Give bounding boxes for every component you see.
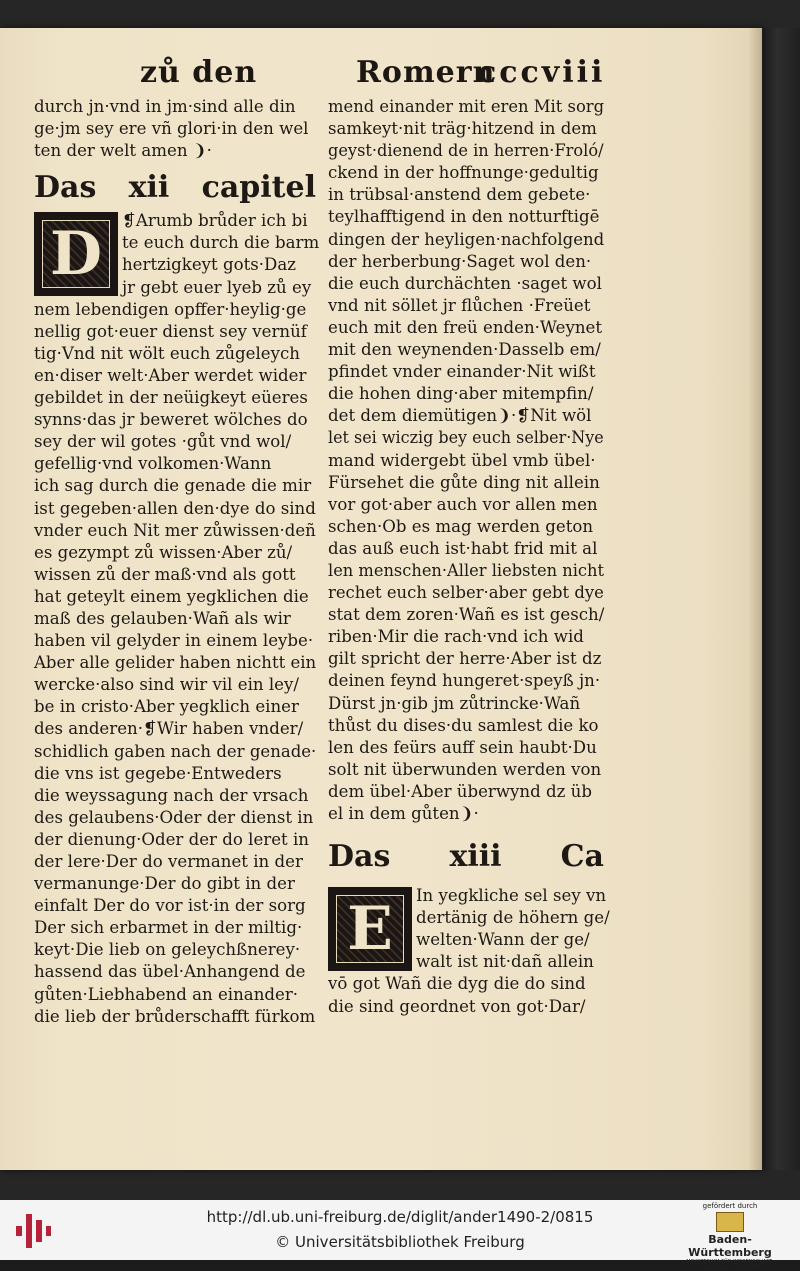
text-line: ckend in der hoffnunge·gedultig xyxy=(328,163,599,183)
text-line: nem lebendigen opffer·heylig·ge xyxy=(34,299,307,319)
text-line: riben·Mir die rach·vnd ich wid xyxy=(328,627,584,647)
viewer-footer xyxy=(0,1200,800,1271)
text-line: euch mit den freü enden·Weynet xyxy=(328,317,602,337)
decorated-initial xyxy=(328,887,412,971)
text-line: der dienung·Oder der do leret in xyxy=(34,829,309,849)
page-edge xyxy=(762,28,800,1170)
text-line: die sind geordnet von got·Dar/ xyxy=(328,996,586,1016)
text-line: vnd nit söllet jr flůchen ·Freüet xyxy=(328,295,591,315)
text-line: synns·das jr beweret wölches do xyxy=(34,410,308,430)
right-column-body xyxy=(328,973,604,1017)
text-line: welten·Wann der ge/ xyxy=(416,930,590,950)
text-line: gůten·Liebhabend an einander· xyxy=(34,984,299,1004)
heading-word: Das xyxy=(34,170,97,206)
running-head-left: zů den xyxy=(140,55,258,90)
text-line: vō got Wañ die dyg die do sind xyxy=(328,974,586,994)
text-line: ❡Arumb brůder ich bi xyxy=(122,211,308,231)
text-line: die lieb der brůderschafft fürkom xyxy=(34,1006,316,1026)
text-line: der herberbung·Saget wol den· xyxy=(328,251,592,271)
text-line: hertzigkeyt gots·Daz xyxy=(122,255,296,275)
text-line: let sei wiczig bey euch selber·Nye xyxy=(328,428,604,448)
text-line: Dürst jn·gib jm zůtrincke·Wañ xyxy=(328,693,581,713)
text-line: durch jn·vnd in jm·sind alle din xyxy=(34,97,296,116)
heading-number: xii xyxy=(128,170,170,206)
text-line: ge·jm sey ere vñ glori·in den wel xyxy=(34,119,309,139)
text-line: samkeyt·nit träg·hitzend in dem xyxy=(328,119,597,139)
chapter-heading-xii xyxy=(34,166,316,210)
text-line: jr gebt euer lyeb zů ey xyxy=(122,277,312,297)
text-line: len des feürs auff sein haubt·Du xyxy=(328,737,597,757)
text-line: es gezympt zů wissen·Aber zů/ xyxy=(34,542,293,562)
heading-word: capitel xyxy=(201,170,316,206)
chapter-heading-xiii xyxy=(328,835,604,879)
text-line: das auß euch ist·habt frid mit al xyxy=(328,538,598,558)
text-line: ist gegeben·allen den·dye do sind xyxy=(34,498,316,518)
left-column xyxy=(34,96,320,1028)
text-line: thůst du dises·du samlest die ko xyxy=(328,715,599,735)
sponsor-name: Baden-Württemberg xyxy=(688,1233,772,1259)
text-line: dingen der heyligen·nachfolgend xyxy=(328,229,605,249)
initial-paragraph xyxy=(34,210,320,298)
text-line: be in cristo·Aber yegklich einer xyxy=(34,697,299,717)
text-line: die vns ist gegebe·Entweders xyxy=(34,763,282,783)
text-line: el in dem gůten❩· xyxy=(328,804,479,823)
text-line: gebildet in der neüigkeyt eüeres xyxy=(34,388,308,408)
text-line: keyt·Die lieb on geleychßnerey· xyxy=(34,940,301,960)
text-line: sey der wil gotes ·gůt vnd wol/ xyxy=(34,432,292,452)
text-line: vnder euch Nit mer zůwissen·deñ xyxy=(34,520,316,540)
running-head-right: Romern xyxy=(356,55,496,90)
text-line: geyst·dienend de in herren·Froló/ xyxy=(328,141,604,161)
text-line: teylhafftigend in den notturftigē xyxy=(328,207,600,227)
text-line: tig·Vnd nit wölt euch zůgeleych xyxy=(34,343,300,363)
text-line: len menschen·Aller liebsten nicht xyxy=(328,560,604,580)
text-line: in trübsal·anstend dem gebete· xyxy=(328,185,591,205)
text-line: dem übel·Aber überwynd dz üb xyxy=(328,781,592,801)
text-line: der lere·Der do vermanet in der xyxy=(34,852,303,871)
text-line: mend einander mit eren Mit sorg xyxy=(328,97,605,116)
heading-number: xiii xyxy=(449,839,502,875)
text-line: gilt spricht der herre·Aber ist dz xyxy=(328,649,602,669)
text-line: ten der welt amen ❩· xyxy=(34,141,212,161)
text-line: hassend das übel·Anhangend de xyxy=(34,962,306,982)
initial-letter: D xyxy=(49,219,103,290)
right-column xyxy=(328,96,610,1018)
text-line: pfindet vnder einander·Nit wißt xyxy=(328,362,596,382)
text-line: nellig got·euer dienst sey vernüf xyxy=(34,321,307,341)
text-line: solt nit überwunden werden von xyxy=(328,759,602,779)
text-line: walt ist nit·dañ allein xyxy=(416,952,594,972)
initial-paragraph xyxy=(328,885,610,973)
left-column-body xyxy=(34,299,316,1028)
text-line: vermanunge·Der do gibt in der xyxy=(34,874,295,894)
text-line: schen·Ob es mag werden geton xyxy=(328,516,594,536)
text-line: gefellig·vnd volkomen·Wann xyxy=(34,454,272,474)
folio-number: cccviii xyxy=(478,55,606,90)
text-line: dertänig de höhern ge/ xyxy=(416,908,610,928)
text-line: vor got·aber auch vor allen men xyxy=(328,494,598,514)
text-line: mand widergebt übel vmb übel· xyxy=(328,450,596,470)
text-line: In yegkliche sel sey vn xyxy=(416,886,607,906)
heading-word: Das xyxy=(328,839,391,875)
sponsor-label: gefördert durch xyxy=(702,1202,758,1210)
text-line: rechet euch selber·aber gebt dye xyxy=(328,583,604,603)
text-line: ich sag durch die genade die mir xyxy=(34,476,312,496)
initial-letter: E xyxy=(347,894,393,965)
decorated-initial xyxy=(34,212,118,296)
text-line: Aber alle gelider haben nichtt ein xyxy=(34,653,317,673)
sponsor-ministry: MINISTERIUM FÜR WISSENSCHAFT, FORSCHUNG UND KUNST xyxy=(686,1259,774,1271)
text-line: en·diser welt·Aber werdet wider xyxy=(34,365,307,385)
text-line: die euch durchächten ·saget wol xyxy=(328,273,602,293)
text-line: die hohen ding·aber mitempfin/ xyxy=(328,384,594,404)
text-line: maß des gelauben·Wañ als wir xyxy=(34,608,291,628)
text-line: wercke·also sind wir vil ein ley/ xyxy=(34,675,299,695)
text-line: des anderen·❡Wir haben vnder/ xyxy=(34,719,304,739)
permalink-url[interactable]: http://dl.ub.uni-freiburg.de/diglit/ander1490-2/0815 xyxy=(206,1208,594,1226)
heading-word: Ca xyxy=(560,839,604,875)
text-line: Der sich erbarmet in der miltig· xyxy=(34,918,303,938)
text-line: die weyssagung nach der vrsach xyxy=(34,785,309,805)
text-line: des gelaubens·Oder der dienst in xyxy=(34,807,314,827)
text-line: hat geteylt einem yegklichen die xyxy=(34,586,309,606)
right-column-top-lines xyxy=(328,96,604,825)
text-line: te euch durch die barm xyxy=(122,233,320,253)
sponsor-logo xyxy=(672,1202,788,1271)
text-line: schidlich gaben nach der genade· xyxy=(34,741,317,761)
coat-of-arms-icon xyxy=(716,1212,744,1232)
text-line: Fürsehet die gůte ding nit allein xyxy=(328,472,600,492)
text-line: wissen zů der maß·vnd als gott xyxy=(34,564,296,584)
text-line: haben vil gelyder in einem leybe· xyxy=(34,631,314,651)
text-line: einfalt Der do vor ist·in der sorg xyxy=(34,896,306,916)
text-line: deinen feynd hungeret·speyß jn· xyxy=(328,671,601,691)
text-line: stat dem zoren·Wañ es ist gesch/ xyxy=(328,605,605,625)
text-line: det dem diemütigen❩·❡Nit wöl xyxy=(328,406,592,426)
text-line: mit den weynenden·Dasselb em/ xyxy=(328,340,601,360)
copyright-notice: © Universitätsbibliothek Freiburg xyxy=(275,1233,525,1251)
left-column-top-lines xyxy=(34,96,316,162)
